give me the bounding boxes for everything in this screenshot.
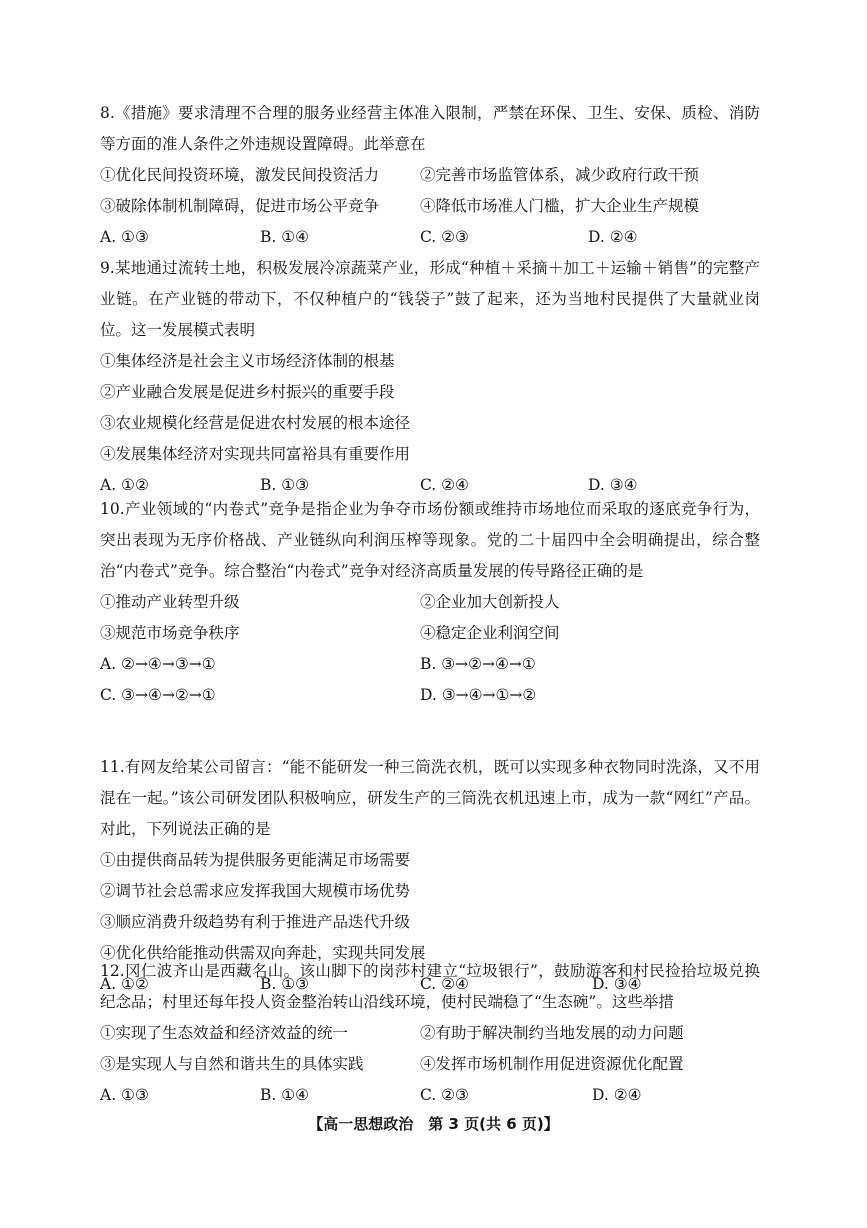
option: ③规范市场竞争秩序 [100, 624, 240, 642]
option-row [100, 1049, 760, 1080]
answer-choices [100, 222, 760, 253]
question-stem: 8.《措施》要求清理不合理的服务业经营主体准入限制，严禁在环保、卫生、安保、质检、消防等方面的准人条件之外违规设置障碍。此举意在 [100, 104, 760, 153]
option: ④优化供给能推动供需双向奔赴，实现共同发展 [100, 944, 426, 962]
option: ②有助于解决制约当地发展的动力问题 [420, 1024, 684, 1042]
choice-b: B. ①④ [260, 1086, 310, 1104]
choice-b: B. ①④ [260, 228, 310, 246]
question-10 [100, 494, 760, 711]
choice-c: C. ②③ [420, 1086, 469, 1104]
answer-choices [100, 1080, 760, 1111]
option-row [100, 160, 760, 191]
choice-c: C. ③→④→②→① [100, 686, 216, 704]
option: ①集体经济是社会主义市场经济体制的根基 [100, 352, 395, 370]
question-8 [100, 98, 760, 253]
option: ②产业融合发展是促进乡村振兴的重要手段 [100, 383, 395, 401]
choice-d: D. ③④ [588, 476, 638, 494]
choice-d: D. ②④ [588, 228, 638, 246]
question-stem: 12.冈仁波齐山是西藏名山。该山脚下的岗莎村建立“垃圾银行”，鼓励游客和村民捡拾垃圾兑换纪念品；村里还每年投人资金整治转山沿线环境，使村民端稳了“生态碗”。这些举措 [100, 962, 760, 1011]
option: ④发挥市场机制作用促进资源优化配置 [420, 1055, 684, 1073]
option: ③顺应消费升级趋势有利于推进产品迭代升级 [100, 913, 411, 931]
question-stem: 10.产业领域的“内卷式”竞争是指企业为争夺市场份额或维持市场地位而采取的逐底竞争行为，突出表现为无序价格战、产业链纵向利润压榨等现象。党的二十届四中全会明确提出，综合整治“内卷式”竞争。综合整治“内卷式”竞争对经济高质量发展的传导路径正确的是 [100, 500, 760, 580]
choice-a: A. ①③ [100, 1086, 149, 1104]
option: ②企业加大创新投人 [420, 593, 560, 611]
option-row [100, 191, 760, 222]
choice-b: B. ①③ [260, 975, 310, 993]
choice-c: C. ②③ [420, 228, 469, 246]
option: ②完善市场监管体系，减少政府行政干预 [420, 166, 700, 184]
option-row [100, 680, 760, 711]
choice-a: A. ①② [100, 975, 149, 993]
question-12 [100, 956, 760, 1111]
option-row [100, 649, 760, 680]
option: ④降低市场准人门槛，扩大企业生产规模 [420, 197, 700, 215]
choice-d: D. ③→④→①→② [420, 686, 537, 704]
choice-b: B. ①③ [260, 476, 310, 494]
option-row [100, 587, 760, 618]
choice-d: D. ②④ [592, 1086, 642, 1104]
option-row [100, 618, 760, 649]
option: ④稳定企业利润空间 [420, 624, 560, 642]
option: ①优化民间投资环境，激发民间投资活力 [100, 166, 380, 184]
option: ②调节社会总需求应发挥我国大规模市场优势 [100, 882, 411, 900]
option: ③农业规模化经营是促进农村发展的根本途径 [100, 414, 411, 432]
choice-a: A. ②→④→③→① [100, 655, 216, 673]
option: ④发展集体经济对实现共同富裕具有重要作用 [100, 445, 411, 463]
choice-a: A. ①② [100, 476, 149, 494]
choice-d: D. ③④ [592, 975, 642, 993]
choice-c: C. ②④ [420, 476, 469, 494]
question-stem: 11.有网友给某公司留言：“能不能研发一种三筒洗衣机，既可以实现多种衣物同时洗涤，又不用混在一起。”该公司研发团队积极响应，研发生产的三筒洗衣机迅速上市，成为一款“网红”产品。对此，下列说法正确的是 [100, 758, 760, 838]
choice-b: B. ③→②→④→① [420, 655, 536, 673]
option: ①推动产业转型升级 [100, 593, 240, 611]
option: ①实现了生态效益和经济效益的统一 [100, 1024, 349, 1042]
option-row [100, 1018, 760, 1049]
option: ③是实现人与自然和谐共生的具体实践 [100, 1055, 364, 1073]
page-footer: 【高一思想政治 第 3 页(共 6 页)】 [308, 1115, 559, 1133]
choice-c: C. ②④ [420, 975, 469, 993]
option: ③破除体制机制障碍，促进市场公平竞争 [100, 197, 380, 215]
question-stem: 9.某地通过流转土地，积极发展冷凉蔬菜产业，形成“种植＋采摘＋加工＋运输＋销售”的完整产业链。在产业链的带动下，不仅种植户的“钱袋子”鼓了起来，还为当地村民提供了大量就业岗位。这一发展模式表明 [100, 259, 760, 339]
question-9 [100, 253, 760, 501]
option: ①由提供商品转为提供服务更能满足市场需要 [100, 851, 411, 869]
choice-a: A. ①③ [100, 228, 149, 246]
